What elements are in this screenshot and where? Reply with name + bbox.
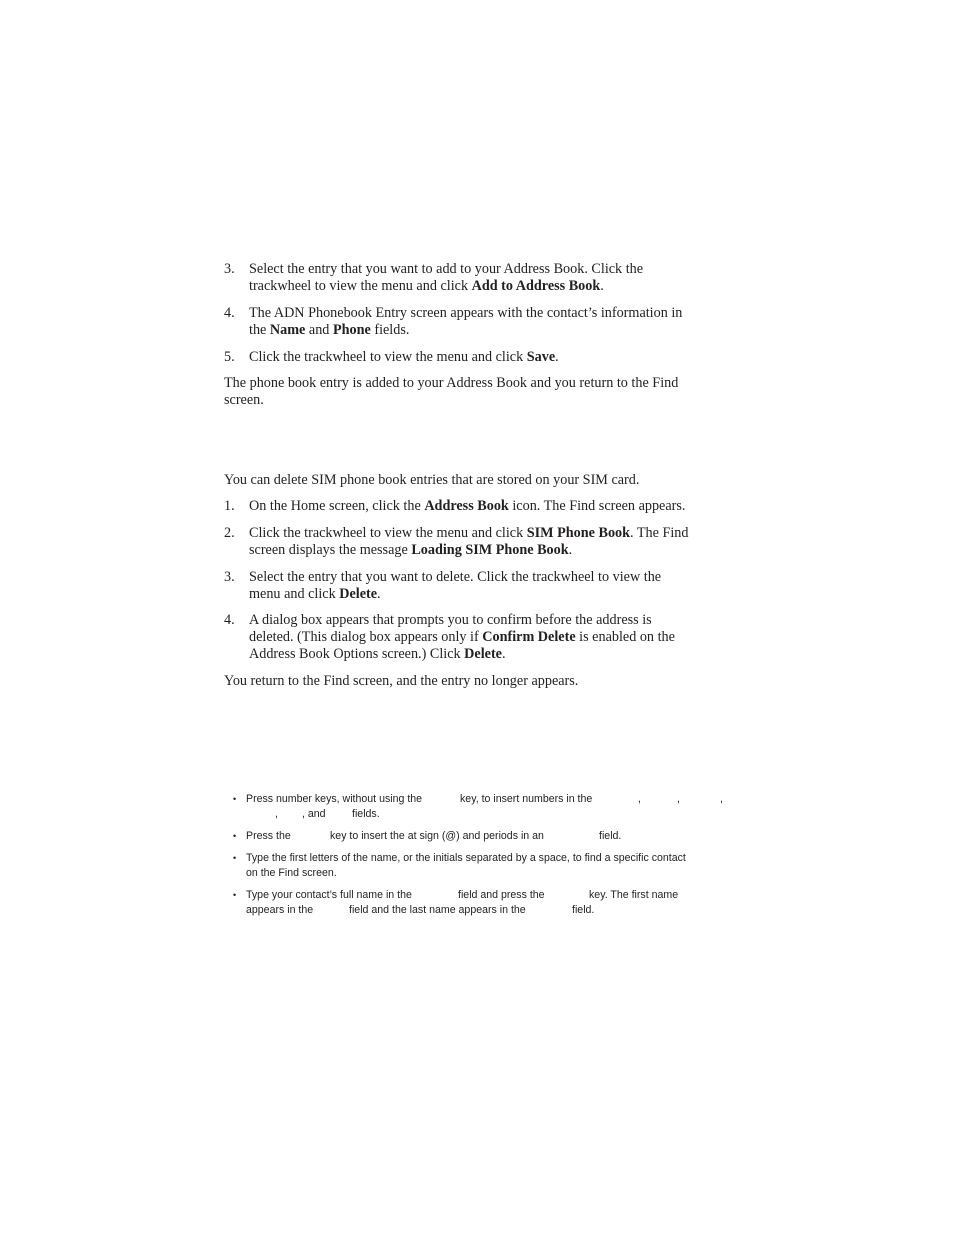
step-number: 5. — [224, 349, 235, 365]
ui-term: Delete — [339, 586, 378, 602]
ui-term: Save — [526, 349, 556, 365]
bullet-icon: • — [233, 794, 237, 804]
result-paragraph: The phone book entry is added to your Address Book and you return to the Find screen. — [224, 375, 679, 408]
step-text: Select the entry that you want to add to your Address Book. Click the trackwheel to view the menu and click Add to Address Book. — [249, 261, 644, 294]
bullet-icon: • — [233, 831, 237, 841]
intro-paragraph: You can delete SIM phone book entries that are stored on your SIM card. — [224, 472, 640, 488]
step-number: 3. — [224, 569, 235, 585]
ui-term: Confirm Delete — [482, 629, 576, 645]
bullet-icon: • — [233, 890, 237, 900]
step-number: 2. — [224, 525, 235, 541]
step-number: 3. — [224, 261, 235, 277]
bullet-icon: • — [233, 853, 237, 863]
ui-term: Add to Address Book — [471, 278, 601, 294]
step-text: Click the trackwheel to view the menu and click SIM Phone Book. The Find screen displays the message Loading SIM Phone Book. — [249, 525, 689, 558]
step-number: 4. — [224, 612, 235, 628]
step-number: 1. — [224, 498, 235, 514]
step-number: 4. — [224, 305, 235, 321]
step-text: The ADN Phonebook Entry screen appears with the contact’s information in the Name and Phone fields. — [249, 305, 683, 338]
ui-term: SIM Phone Book — [526, 525, 631, 541]
result-paragraph: You return to the Find screen, and the entry no longer appears. — [224, 673, 579, 689]
tip-item: Type the first letters of the name, or the initials separated by a space, to find a specific contact on the Find screen. — [246, 852, 686, 879]
ui-term: Phone — [332, 322, 371, 338]
ui-term: Delete — [464, 646, 502, 662]
step-text: Select the entry that you want to delete. Click the trackwheel to view the menu and click Delete. — [249, 569, 662, 602]
step-text: Click the trackwheel to view the menu and click Save. — [249, 349, 559, 365]
ui-term: Name — [269, 322, 306, 338]
step-text: A dialog box appears that prompts you to confirm before the address is deleted. (This dialog box appears only if Confirm Delete is enabled on the Address Book Options screen.) Click Delete. — [249, 612, 675, 662]
ui-term: Address Book — [424, 498, 509, 514]
ui-term: Loading SIM Phone Book — [411, 542, 569, 558]
step-text: On the Home screen, click the Address Book icon. The Find screen appears. — [249, 498, 686, 514]
